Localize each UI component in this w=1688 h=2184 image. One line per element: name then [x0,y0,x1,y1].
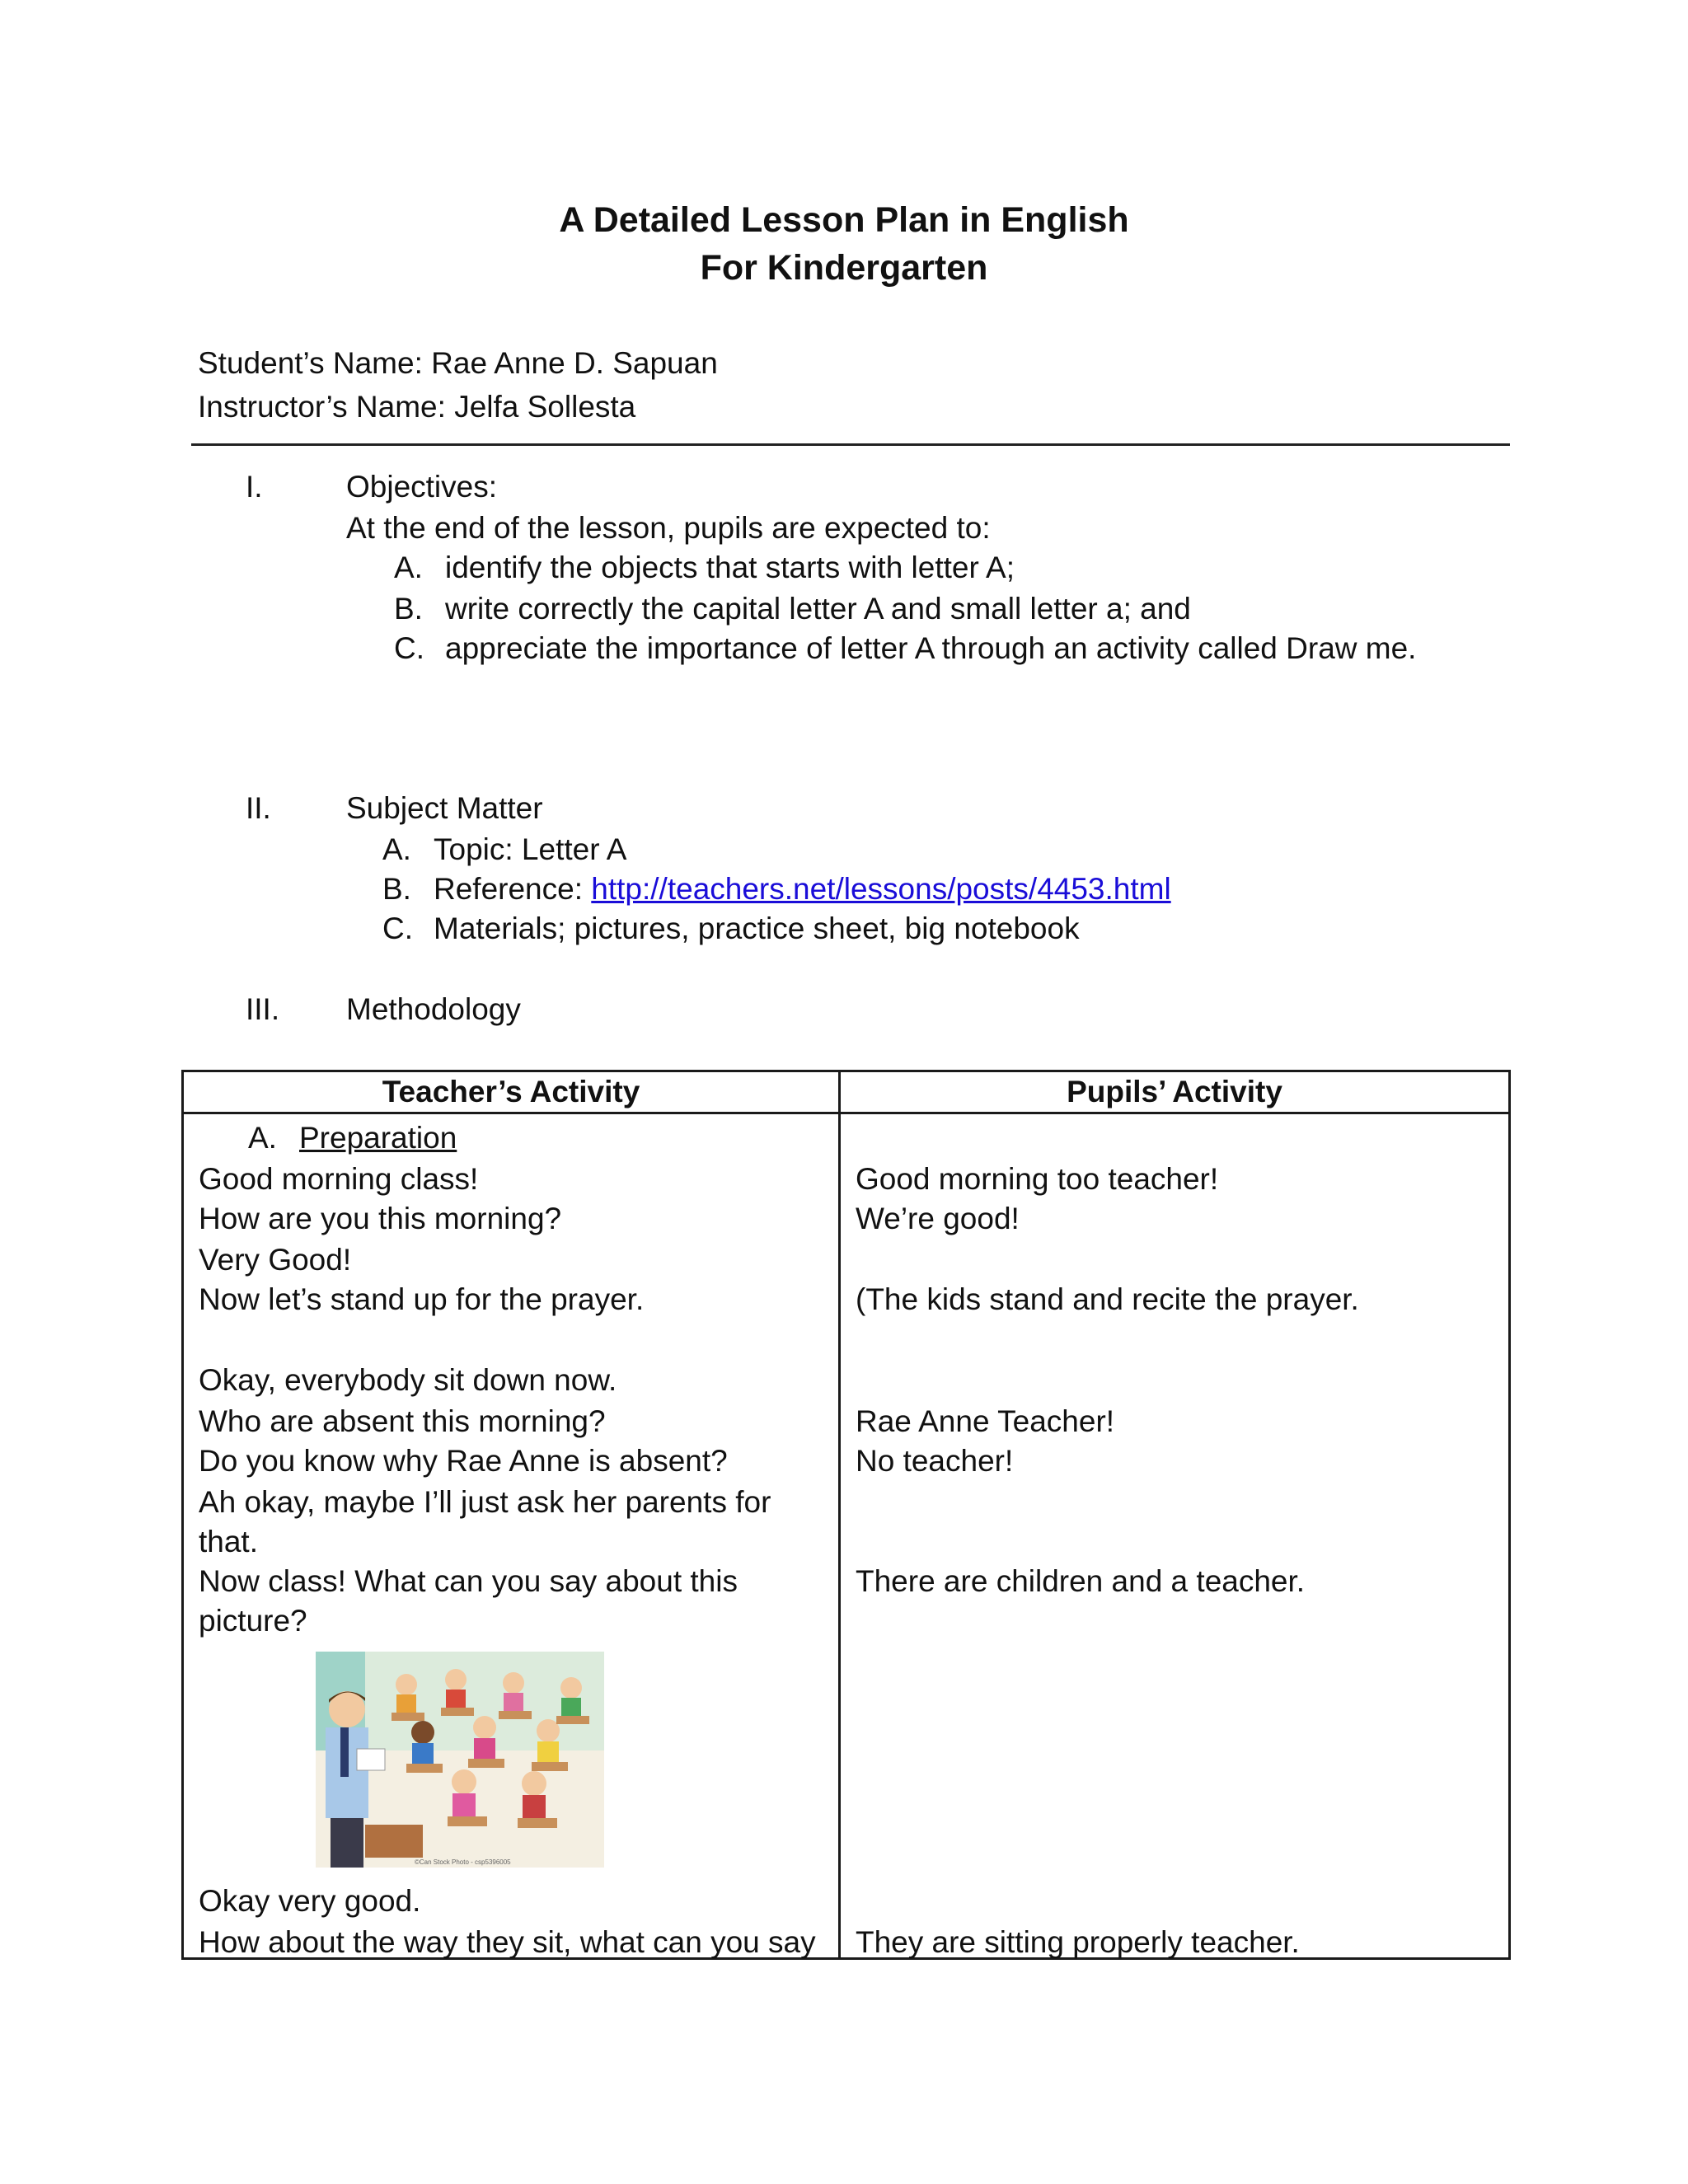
teacher-line: How are you this morning? [199,1202,562,1235]
pupils-activity-header: Pupils’ Activity [840,1071,1510,1113]
methodology-heading: Methodology [346,992,521,1026]
subject-matter-numeral: II. [246,791,271,825]
subject-reference [434,874,1171,904]
pupil-line: Rae Anne Teacher! [856,1404,1115,1438]
pupil-line: We’re good! [856,1202,1020,1235]
pupil-line: Good morning too teacher! [856,1162,1219,1196]
section-title: Preparation [299,1121,457,1155]
pupil-line: They are sitting properly teacher. [856,1925,1300,1959]
teacher-line: Ah okay, maybe I’ll just ask her parents for [199,1485,771,1519]
student-colon: : [414,346,423,380]
student-name-line [198,348,718,378]
teacher-activity-header: Teacher’s Activity [183,1071,840,1113]
student-name: Rae Anne D. Sapuan [431,346,718,380]
teacher-line: How about the way they sit, what can you say [199,1925,816,1959]
student-label: Student’s Name [198,346,415,380]
objective-b-text: write correctly the capital letter A and small letter a; and [445,592,1191,626]
objective-a-letter: A. [394,551,423,584]
document-title-line1: A Detailed Lesson Plan in English [559,200,1129,240]
instructor-name-line [198,391,635,422]
teacher-line: picture? [199,1604,307,1638]
classroom-picture [316,1652,604,1868]
pupil-line: There are children and a teacher. [856,1564,1306,1598]
picture-caption: ©Can Stock Photo - csp5396005 [415,1858,511,1866]
document-title-line2: For Kindergarten [700,248,988,288]
table-header-row [183,1071,1510,1113]
objectives-intro: At the end of the lesson, pupils are expected to: [346,511,991,545]
teacher-line: Do you know why Rae Anne is absent? [199,1444,728,1478]
reference-link[interactable]: http://teachers.net/lessons/posts/4453.html [591,872,1171,906]
reference-label: Reference: [434,872,592,906]
teacher-line: that. [199,1525,258,1558]
teacher-line: Very Good! [199,1243,352,1277]
teacher-desk [365,1825,423,1858]
header-divider [191,443,1510,446]
teacher-line: Okay very good. [199,1884,421,1918]
subject-b-letter: B. [382,872,411,906]
instructor-label: Instructor’s Name: [198,390,446,424]
table-body-row [183,1113,1510,1959]
teacher-line: Who are absent this morning? [199,1404,606,1438]
pupils-activity-cell [840,1113,1510,1959]
teacher-line: Now let’s stand up for the prayer. [199,1282,645,1316]
subject-topic: Topic: Letter A [434,832,627,866]
objective-c-letter: C. [394,631,424,665]
subject-materials: Materials; pictures, practice sheet, big notebook [434,912,1080,945]
objective-b-letter: B. [394,592,423,626]
objectives-heading: Objectives: [346,470,498,504]
subject-matter-heading: Subject Matter [346,791,543,825]
subject-c-letter: C. [382,912,413,945]
objectives-numeral: I. [246,470,263,504]
subject-a-letter: A. [382,832,411,866]
instructor-name: Jelfa Sollesta [454,390,636,424]
teacher-line: Now class! What can you say about this [199,1564,738,1598]
pupil-line: No teacher! [856,1444,1014,1478]
objective-c-text: appreciate the importance of letter A through an activity called Draw me. [445,631,1417,665]
section-letter: A. [248,1121,277,1155]
methodology-table [181,1070,1511,1960]
teacher-line: Okay, everybody sit down now. [199,1363,617,1397]
pupil-line: (The kids stand and recite the prayer. [856,1282,1359,1316]
methodology-numeral: III. [246,992,280,1026]
objective-a-text: identify the objects that starts with letter A; [445,551,1015,584]
teacher-activity-cell [183,1113,840,1959]
teacher-line: Good morning class! [199,1162,479,1196]
